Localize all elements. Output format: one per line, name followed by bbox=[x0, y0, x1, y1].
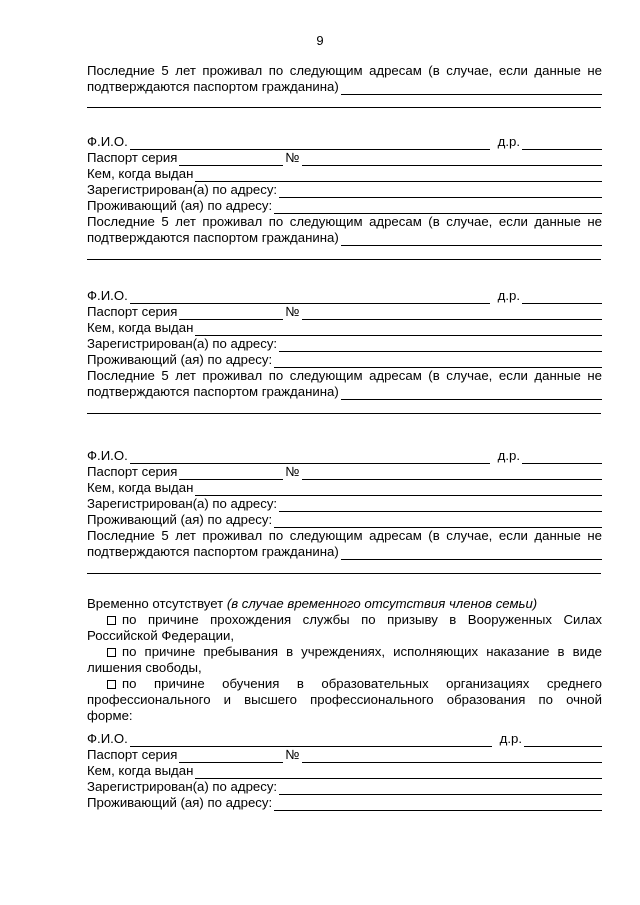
passport-series-field[interactable] bbox=[179, 153, 283, 166]
military-checkbox[interactable] bbox=[107, 616, 116, 625]
issued-row-1 bbox=[87, 166, 602, 182]
registered-field[interactable] bbox=[279, 499, 602, 512]
dob-field[interactable] bbox=[522, 137, 602, 150]
passport-number-field[interactable] bbox=[302, 750, 602, 763]
last5-text-line2: подтверждаются паспортом гражданина) bbox=[87, 544, 339, 559]
fio-row-4 bbox=[87, 731, 602, 747]
dob-field[interactable] bbox=[524, 734, 602, 747]
passport-row-2 bbox=[87, 304, 602, 320]
passport-number-label: № bbox=[285, 464, 300, 479]
fio-field[interactable] bbox=[130, 291, 490, 304]
reason2-line1: по причине пребывания в учреждениях, исполняющих наказание в виде bbox=[122, 644, 602, 659]
fio-row-2 bbox=[87, 288, 602, 304]
reason-imprisonment bbox=[87, 644, 602, 676]
issued-by-label: Кем, когда выдан bbox=[87, 763, 194, 778]
residing-field[interactable] bbox=[274, 798, 602, 811]
reason1-line1: по причине прохождения службы по призыву в Вооруженных Силах bbox=[122, 612, 602, 627]
fio-row-1 bbox=[87, 134, 602, 150]
reason-education bbox=[87, 676, 602, 724]
last5-row bbox=[87, 384, 602, 400]
last5-text-line2: подтверждаются паспортом гражданина) bbox=[87, 79, 339, 94]
last5-extra-line[interactable] bbox=[87, 573, 601, 574]
registered-label: Зарегистрирован(а) по адресу: bbox=[87, 336, 278, 351]
last5-text-line1: Последние 5 лет проживал по следующим адресам (в случае, если данные не bbox=[87, 63, 602, 78]
passport-number-field[interactable] bbox=[302, 467, 602, 480]
last5-field[interactable] bbox=[341, 547, 602, 560]
last5-text-line1: Последние 5 лет проживал по следующим адресам (в случае, если данные не bbox=[87, 214, 602, 229]
passport-number-field[interactable] bbox=[302, 153, 602, 166]
last5-row bbox=[87, 544, 602, 560]
last5-field[interactable] bbox=[341, 233, 602, 246]
last5-row bbox=[87, 230, 602, 246]
issued-by-label: Кем, когда выдан bbox=[87, 166, 194, 181]
temporary-absence-intro bbox=[87, 596, 602, 612]
temporary-intro-note: (в случае временного отсутствия членов семьи) bbox=[226, 596, 538, 611]
education-checkbox[interactable] bbox=[107, 680, 116, 689]
reason1-line2: Российской Федерации, bbox=[87, 628, 235, 643]
passport-number-label: № bbox=[285, 150, 300, 165]
passport-row-4 bbox=[87, 747, 602, 763]
registered-row-4 bbox=[87, 779, 602, 795]
last5-field[interactable] bbox=[341, 387, 602, 400]
issued-by-field[interactable] bbox=[195, 483, 602, 496]
registered-field[interactable] bbox=[279, 782, 602, 795]
registered-label: Зарегистрирован(а) по адресу: bbox=[87, 182, 278, 197]
residing-label: Проживающий (ая) по адресу: bbox=[87, 795, 273, 810]
fio-label: Ф.И.О. bbox=[87, 448, 128, 463]
passport-number-label: № bbox=[285, 747, 300, 762]
page-number: 9 bbox=[316, 33, 324, 48]
dob-label: д.р. bbox=[497, 134, 520, 149]
registered-row-2 bbox=[87, 336, 602, 352]
reason2-line2: лишения свободы, bbox=[87, 660, 202, 675]
last5-extra-line[interactable] bbox=[87, 107, 601, 108]
last5-extra-line[interactable] bbox=[87, 413, 601, 414]
issued-row-2 bbox=[87, 320, 602, 336]
dob-field[interactable] bbox=[522, 451, 602, 464]
dob-label: д.р. bbox=[497, 288, 520, 303]
passport-series-label: Паспорт серия bbox=[87, 304, 178, 319]
issued-by-field[interactable] bbox=[195, 169, 602, 182]
residing-field[interactable] bbox=[274, 515, 602, 528]
dob-label: д.р. bbox=[497, 448, 520, 463]
passport-series-label: Паспорт серия bbox=[87, 464, 178, 479]
residing-label: Проживающий (ая) по адресу: bbox=[87, 352, 273, 367]
passport-series-field[interactable] bbox=[179, 467, 283, 480]
last5-text-line2: подтверждаются паспортом гражданина) bbox=[87, 230, 339, 245]
registered-field[interactable] bbox=[279, 339, 602, 352]
residing-row-1 bbox=[87, 198, 602, 214]
last5-text-line2: подтверждаются паспортом гражданина) bbox=[87, 384, 339, 399]
passport-number-field[interactable] bbox=[302, 307, 602, 320]
residing-row-4 bbox=[87, 795, 602, 811]
fio-label: Ф.И.О. bbox=[87, 288, 128, 303]
residing-label: Проживающий (ая) по адресу: bbox=[87, 512, 273, 527]
residing-row-3 bbox=[87, 512, 602, 528]
issued-by-field[interactable] bbox=[195, 323, 602, 336]
residing-row-2 bbox=[87, 352, 602, 368]
reason-military bbox=[87, 612, 602, 644]
reason3-line3: форме: bbox=[87, 708, 133, 723]
last5-text-line1: Последние 5 лет проживал по следующим адресам (в случае, если данные не bbox=[87, 528, 602, 543]
residing-field[interactable] bbox=[274, 355, 602, 368]
issued-by-label: Кем, когда выдан bbox=[87, 320, 194, 335]
imprisonment-checkbox[interactable] bbox=[107, 648, 116, 657]
fio-field[interactable] bbox=[130, 734, 492, 747]
fio-field[interactable] bbox=[130, 451, 490, 464]
passport-row-1 bbox=[87, 150, 602, 166]
registered-label: Зарегистрирован(а) по адресу: bbox=[87, 779, 278, 794]
registered-row-3 bbox=[87, 496, 602, 512]
issued-row-3 bbox=[87, 480, 602, 496]
fio-label: Ф.И.О. bbox=[87, 731, 128, 746]
reason3-line2: профессионального и высшего профессионального образования по очной bbox=[87, 692, 602, 707]
issued-row-4 bbox=[87, 763, 602, 779]
passport-series-field[interactable] bbox=[179, 750, 283, 763]
passport-series-label: Паспорт серия bbox=[87, 747, 178, 762]
fio-label: Ф.И.О. bbox=[87, 134, 128, 149]
registered-row-1 bbox=[87, 182, 602, 198]
dob-label: д.р. bbox=[499, 731, 522, 746]
last5-row bbox=[87, 79, 602, 95]
last5-text-line1: Последние 5 лет проживал по следующим адресам (в случае, если данные не bbox=[87, 368, 602, 383]
registered-label: Зарегистрирован(а) по адресу: bbox=[87, 496, 278, 511]
residing-label: Проживающий (ая) по адресу: bbox=[87, 198, 273, 213]
fio-field[interactable] bbox=[130, 137, 490, 150]
residing-field[interactable] bbox=[274, 201, 602, 214]
issued-by-field[interactable] bbox=[195, 766, 602, 779]
dob-field[interactable] bbox=[522, 291, 602, 304]
last5-extra-line[interactable] bbox=[87, 259, 601, 260]
fio-row-3 bbox=[87, 448, 602, 464]
last5-field[interactable] bbox=[341, 82, 602, 95]
registered-field[interactable] bbox=[279, 185, 602, 198]
passport-series-field[interactable] bbox=[179, 307, 283, 320]
temporary-intro-text: Временно отсутствует bbox=[87, 596, 224, 611]
passport-number-label: № bbox=[285, 304, 300, 319]
passport-series-label: Паспорт серия bbox=[87, 150, 178, 165]
passport-row-3 bbox=[87, 464, 602, 480]
reason3-line1: по причине обучения в образовательных организациях среднего bbox=[122, 676, 602, 691]
issued-by-label: Кем, когда выдан bbox=[87, 480, 194, 495]
